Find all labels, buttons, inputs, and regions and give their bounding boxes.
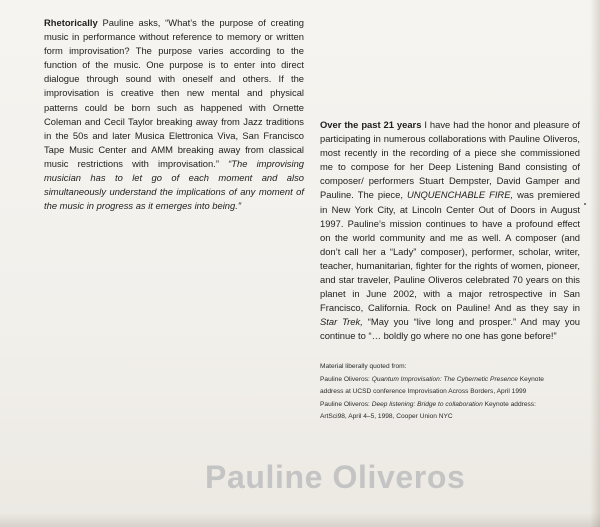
right-column-body-2: was premiered in New York City, at Lincoln Center Out of Doors in August 1997. Pauline’s mission continues to have a profound effect on the world community and me as well. A composer (and don’t call her a “Lady” composer), performer, scholar, writer, teacher, humanitarian, fighter for the rights of women, pioneer, and star traveler, Pauline Oliveros celebrated 70 years on this planet in June 2002, with a major retrospective in San Francisco, California. Rock on Pauline! And as they say in <box>320 189 580 314</box>
left-column-body: Pauline asks, “What’s the purpose of creating music in performance without reference to memory or written form improvisation? The purpose varies according to the function of the music. One purpose is to enter into direct dialogue through sound with oneself and others. If the improvisation is creative then new mental and physical patterns could be born such as happened with Ornette Coleman and Cecil Taylor breaking away from Jazz traditions in the 50s and later Musica Elettronica Viva, San Francisco Tape Music Center and AMM breaking away from classical music restrictions with improvisation.” <box>44 17 304 169</box>
notes-ref-1 <box>320 374 588 387</box>
ref-1-title: Quantum Improvisation: The Cybernetic Presence <box>371 375 518 383</box>
ref-1-author: Pauline Oliveros: <box>320 375 372 383</box>
right-column-lead: Over the past 21 years <box>320 119 422 130</box>
notes-intro: Material liberally quoted from: <box>320 363 407 370</box>
ref-2-author: Pauline Oliveros: <box>320 400 372 408</box>
right-column-body-3: “May you “live long and prosper.” And may you continue to “… boldly go where no one has gone before!” <box>320 316 580 342</box>
right-column-body-1: I have had the honor and pleasure of participating in numerous collaborations with Pauline Oliveros, most recently in the recording of a piece she commissioned me to compose for her Deep Listening Band consisting of composer/ performers Stuart Dempster, David Gamper and Pauline. The piece, <box>320 119 580 201</box>
notes-ref-2-line-2: ArtSci98, April 4–5, 1998, Cooper Union NYC <box>320 413 453 421</box>
ref-2-title: Deep listening: Bridge to collaboration <box>371 400 483 408</box>
page-edge-shadow-right <box>590 0 600 527</box>
paper-speck <box>584 203 586 205</box>
left-column-lead: Rhetorically <box>44 17 98 28</box>
show-title: Star Trek, <box>320 316 363 328</box>
page-edge-shadow-bottom <box>0 513 600 527</box>
right-column-text <box>320 118 580 344</box>
ref-2-rest: Keynote address: <box>482 400 536 408</box>
left-column-text <box>44 16 304 213</box>
piece-title: UNQUENCHABLE FIRE, <box>406 189 514 201</box>
notes-ref-1-line-2: address at UCSD conference Improvisation Across Borders, April 1999 <box>320 388 527 396</box>
left-column-italic-quote: “The improvising musician has to let go of each moment and also simultaneously understand the implications of any moment of the music in progress as it emerges into being.” <box>44 157 305 212</box>
page-title: Pauline Oliveros <box>205 459 466 495</box>
notes-ref-2 <box>320 399 588 412</box>
source-notes <box>320 361 588 424</box>
ref-1-rest: Keynote <box>517 375 544 383</box>
